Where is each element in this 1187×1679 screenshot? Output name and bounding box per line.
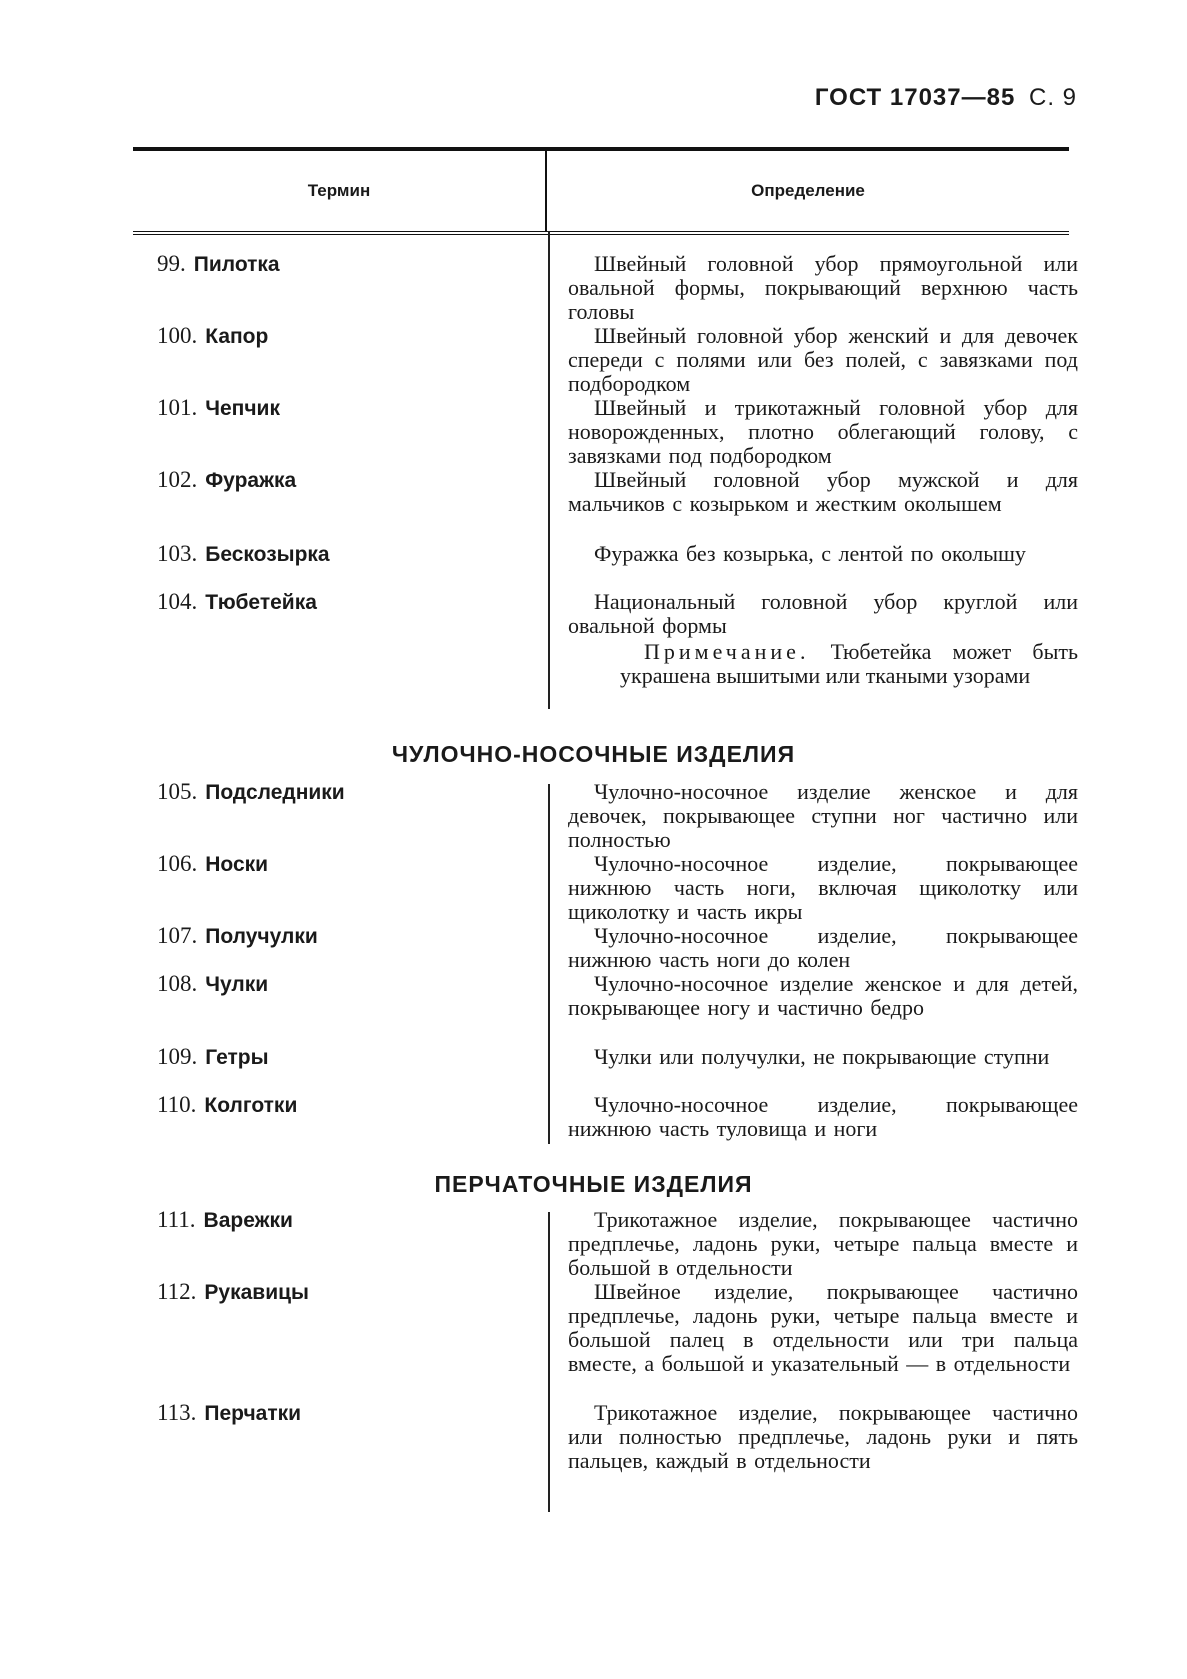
- term-definition: Фуражка без козырька, с лентой по околышу: [594, 541, 1026, 566]
- term-definition: Чулочно-носочное изделие женское и для девочек, покрывающее ступни ног частично или полностью: [568, 779, 1078, 852]
- term-definition: Швейный головной убор женский и для девочек спереди с полями или без полей, с завязками под подбородком: [568, 323, 1078, 396]
- term-definition: Чулочно-носочное изделие, покрывающее нижнюю часть ноги до колен: [568, 923, 1078, 972]
- term-definition: Чулочно-носочное изделие, покрывающее нижнюю часть ноги, включая щиколотку или щиколотку и часть икры: [568, 851, 1078, 924]
- term-number: 107.: [157, 923, 198, 948]
- note-text: Тюбетейка может быть украшена вышитыми или ткаными узорами: [620, 639, 1078, 688]
- term-number: 105.: [157, 779, 198, 804]
- term-definition: Трикотажное изделие, покрывающее частично или полностью предплечье, ладонь руки и пять пальцев, каждый в отдельности: [568, 1400, 1078, 1473]
- term-number: 109.: [157, 1044, 198, 1069]
- term-number: 102.: [157, 467, 198, 492]
- term-name: Бескозырка: [205, 543, 330, 566]
- term-definition: Трикотажное изделие, покрывающее частично предплечье, ладонь руки, четыре пальца вместе и большой в отдельности: [568, 1207, 1078, 1280]
- column-divider: [548, 231, 550, 709]
- note: [620, 640, 1078, 688]
- term-number: 112.: [157, 1279, 197, 1304]
- table-header: [133, 147, 1069, 235]
- term-name: Чулки: [205, 973, 269, 996]
- standard-code: ГОСТ 17037—85: [814, 84, 1016, 111]
- page-number: С. 9: [1028, 84, 1077, 111]
- term-name: Гетры: [205, 1046, 269, 1069]
- term-definition: Чулочно-носочное изделие, покрывающее нижнюю часть туловища и ноги: [568, 1092, 1078, 1141]
- term-number: 108.: [157, 971, 198, 996]
- column-header-term: Термин: [307, 181, 371, 200]
- term-name: Рукавицы: [204, 1281, 309, 1304]
- term-definition: Швейное изделие, покрывающее частично предплечье, ладонь руки, четыре пальца вместе и большой палец в отдельности или три пальца вместе, а большой и указательный — в отдельности: [568, 1279, 1078, 1376]
- note-label: Примечание.: [644, 639, 810, 664]
- term-number: 113.: [157, 1400, 197, 1425]
- term-name: Колготки: [204, 1094, 298, 1117]
- term-definition: Швейный головной убор прямоугольной или овальной формы, покрывающий верхнюю часть головы: [568, 251, 1078, 324]
- term-number: 99.: [157, 251, 186, 276]
- term-definition: Национальный головной убор круглой или овальной формы: [568, 589, 1078, 638]
- column-divider: [548, 784, 550, 1144]
- term-number: 106.: [157, 851, 198, 876]
- term-definition: Чулочно-носочное изделие женское и для детей, покрывающее ногу и частично бедро: [568, 971, 1078, 1020]
- section-title: ЧУЛОЧНО-НОСОЧНЫЕ ИЗДЕЛИЯ: [391, 741, 796, 767]
- term-name: Подследники: [205, 781, 345, 804]
- term-number: 103.: [157, 541, 198, 566]
- page-header: [815, 84, 1077, 112]
- term-name: Перчатки: [204, 1402, 302, 1425]
- term-name: Носки: [205, 853, 269, 876]
- term-definition: Чулки или получулки, не покрывающие ступни: [594, 1044, 1050, 1069]
- term-name: Чепчик: [205, 397, 280, 420]
- term-number: 101.: [157, 395, 198, 420]
- column-divider: [548, 1212, 550, 1512]
- term-number: 100.: [157, 323, 198, 348]
- section-title: ПЕРЧАТОЧНЫЕ ИЗДЕЛИЯ: [434, 1171, 753, 1197]
- term-definition: Швейный и трикотажный головной убор для новорожденных, плотно облегающий голову, с завязками под подбородком: [568, 395, 1078, 468]
- term-name: Капор: [205, 325, 269, 348]
- term-definition: Швейный головной убор мужской и для мальчиков с козырьком и жестким околышем: [568, 467, 1078, 516]
- term-name: Получулки: [205, 925, 318, 948]
- term-number: 110.: [157, 1092, 197, 1117]
- term-name: Пилотка: [193, 253, 280, 276]
- term-name: Варежки: [203, 1209, 293, 1232]
- term-number: 111.: [157, 1207, 196, 1232]
- term-name: Фуражка: [205, 469, 297, 492]
- column-header-definition: Определение: [545, 151, 1069, 231]
- term-number: 104.: [157, 589, 198, 614]
- term-name: Тюбетейка: [205, 591, 317, 614]
